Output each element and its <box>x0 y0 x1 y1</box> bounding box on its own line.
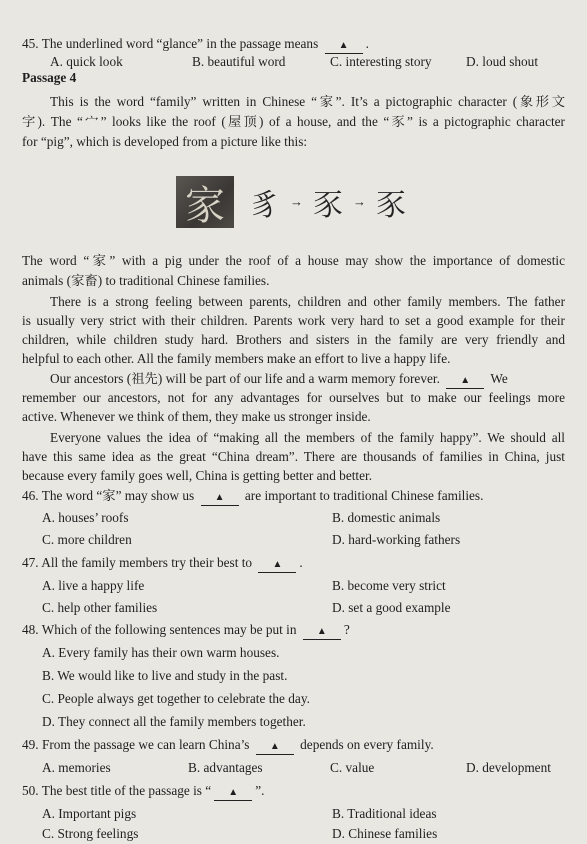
answer-blank: ▲ <box>303 623 341 640</box>
option-c: C. more children <box>42 532 132 547</box>
answer-blank: ▲ <box>258 556 296 573</box>
option-d: D. development <box>466 760 551 775</box>
passage-title: Passage 4 <box>22 70 77 85</box>
option-d: D. They connect all the family members together. <box>42 714 306 729</box>
answer-blank: ▲ <box>446 372 484 389</box>
option-c: C. People always get together to celebrate the day. <box>42 691 310 706</box>
para4-line-3: because every family goes well, China is getting better and better. <box>22 468 373 483</box>
character-image: 家 <box>176 176 234 228</box>
option-a: A. Every family has their own warm houses. <box>42 645 280 660</box>
option-b: B. beautiful word <box>192 54 286 69</box>
answer-blank: ▲ <box>214 784 252 801</box>
para1-line-2: animals (家畜) to traditional Chinese families. <box>22 273 270 288</box>
option-c: C. help other families <box>42 600 158 615</box>
option-b: B. advantages <box>188 760 263 775</box>
pictograph-glyph-2: 豕 <box>313 188 343 223</box>
intro-line-1: This is the word “family” written in Chinese “家”. It’s a pictographic character (象形文 <box>50 94 565 109</box>
option-d: D. hard-working fathers <box>332 532 461 547</box>
para2-line-4: helpful to each other. All the family members make an effort to live a happy life. <box>22 351 451 366</box>
intro-line-3: for “pig”, which is developed from a picture like this: <box>22 134 308 149</box>
question-50: 50. The best title of the passage is “ ▲ ”. <box>22 781 565 801</box>
para3-line-2: remember our ancestors, not for any advantages for ourselves but to make our feelings more <box>22 390 565 405</box>
para2-line-1: There is a strong feeling between parents, children and other family members. The father <box>50 294 565 309</box>
option-d: D. Chinese families <box>332 826 438 841</box>
option-c: C. interesting story <box>330 54 432 69</box>
answer-blank: ▲ <box>201 489 239 506</box>
option-a: A. Important pigs <box>42 806 137 821</box>
arrow-icon: → <box>353 194 366 209</box>
pictograph-figure <box>176 171 414 233</box>
para3-line-3: active. Whenever we think of them, they make us stronger inside. <box>22 409 371 424</box>
answer-blank: ▲ <box>325 37 363 54</box>
para2-line-2: is usually very strict with their children. Parents work very hard to set a good example for their <box>22 313 565 328</box>
question-stem: The underlined word “glance” in the passage means <box>41 36 319 51</box>
option-d: D. set a good example <box>332 600 451 615</box>
pictograph-glyph-3: 豕 <box>376 188 406 223</box>
option-b: B. become very strict <box>332 578 446 593</box>
option-c: C. Strong feelings <box>42 826 139 841</box>
arrow-icon: → <box>290 194 303 209</box>
question-45: 45. The underlined word “glance” in the passage means ▲ . <box>22 34 565 54</box>
para2-line-3: children, while children study hard. Brothers and sisters in the family are very friendly and <box>22 332 565 347</box>
pictograph-glyph-1: 豸 <box>250 188 280 223</box>
para3-line-1: Our ancestors (祖先) will be part of our life and a warm memory forever. ▲ We <box>22 369 565 389</box>
option-b: B. We would like to live and study in the past. <box>42 668 288 683</box>
para1-line-1: The word “家” with a pig under the roof of a house may show the importance of domestic <box>22 253 565 268</box>
option-a: A. memories <box>42 760 111 775</box>
option-a: A. quick look <box>50 54 123 69</box>
option-d: D. loud shout <box>466 54 539 69</box>
intro-line-2: 字). The “宀” looks like the roof (屋顶) of a house, and the “豕” is a pictographic character <box>22 114 565 129</box>
question-48: 48. Which of the following sentences may be put in ▲ ? <box>22 620 565 640</box>
option-b: B. domestic animals <box>332 510 441 525</box>
para4-line-2: have this same idea as the great “China dream”. There are thousands of families in China, just <box>22 449 565 464</box>
question-47: 47. All the family members try their best to ▲ . <box>22 553 565 573</box>
answer-blank: ▲ <box>256 738 294 755</box>
question-49: 49. From the passage we can learn China’s ▲ depends on every family. <box>22 735 565 755</box>
option-a: A. live a happy life <box>42 578 145 593</box>
option-c: C. value <box>330 760 375 775</box>
option-a: A. houses’ roofs <box>42 510 129 525</box>
question-46: 46. The word “家” may show us ▲ are important to traditional Chinese families. <box>22 486 565 506</box>
option-b: B. Traditional ideas <box>332 806 437 821</box>
question-number: 45. <box>22 36 39 51</box>
para4-line-1: Everyone values the idea of “making all the members of the family happy”. We should all <box>50 430 565 445</box>
